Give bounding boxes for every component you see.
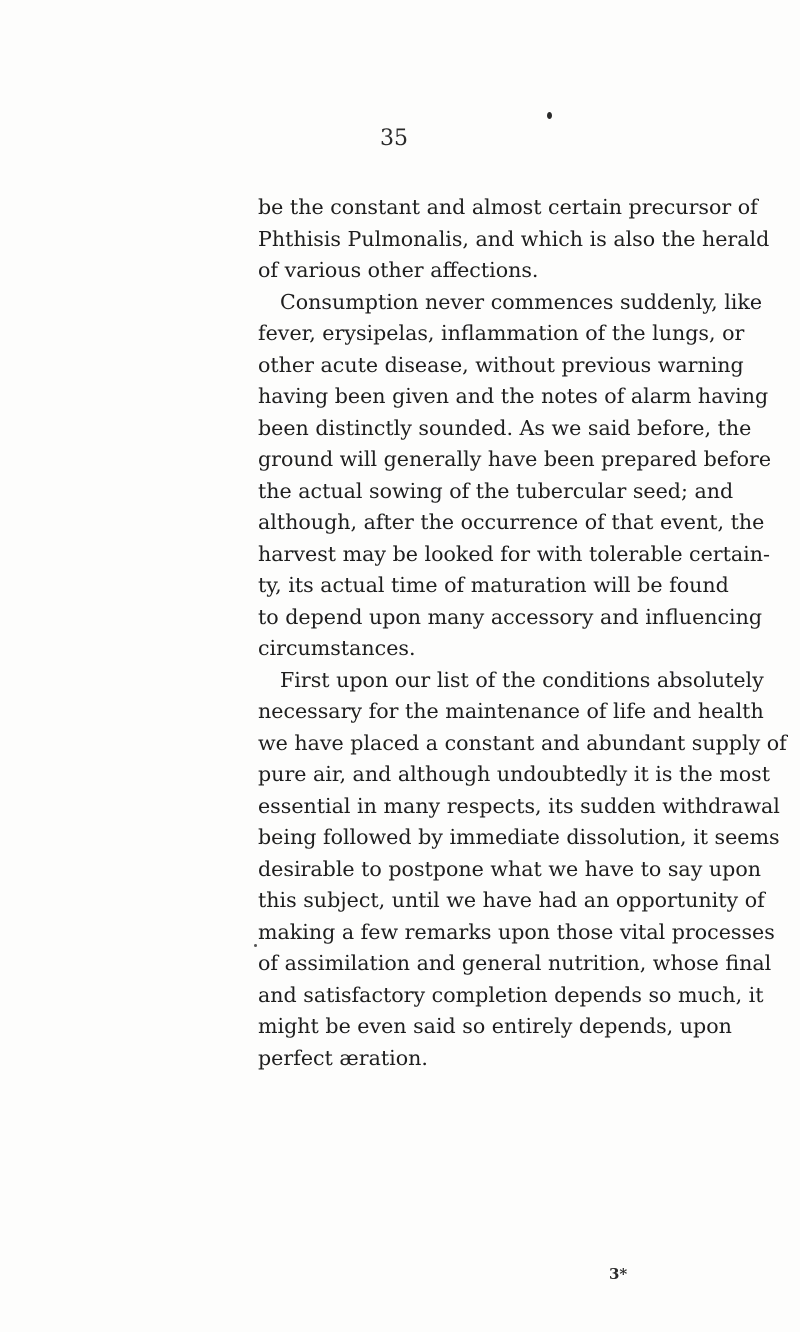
text-line: harvest may be looked for with tolerable certain- [258, 541, 770, 566]
text-line: of assimilation and general nutrition, whose final [258, 951, 772, 975]
text-line: perfect æration. [258, 1045, 428, 1070]
paragraph-start-line: First upon our list of the conditions absolutely [280, 667, 764, 692]
text-line: we have placed a constant and abundant supply of [258, 730, 787, 755]
ink-speck [547, 112, 552, 119]
text-line: other acute disease, without previous warning [258, 352, 744, 377]
text-line: of various other affections. [258, 258, 539, 282]
text-line: might be even said so entirely depends, upon [258, 1014, 732, 1038]
text-line: being followed by immediate dissolution, it seems [258, 825, 780, 849]
text-line: fever, erysipelas, inflammation of the lungs, or [258, 321, 745, 345]
text-line: pure air, and although undoubtedly it is the most [258, 762, 771, 786]
text-line: be the constant and almost certain precursor of [258, 195, 758, 219]
text-line: to depend upon many accessory and influencing [258, 604, 763, 629]
text-line: this subject, until we have had an opportunity of [258, 888, 765, 912]
text-line: circumstances. [258, 636, 416, 660]
body-text [258, 192, 787, 1074]
text-line: necessary for the maintenance of life and health [258, 699, 764, 723]
text-line: essential in many respects, its sudden withdrawal [258, 793, 780, 818]
paragraph-start-line: Consumption never commences suddenly, like [280, 289, 763, 314]
text-line: making a few remarks upon those vital processes [258, 919, 775, 944]
text-line: although, after the occurrence of that event, the [258, 510, 765, 534]
text-line: been distinctly sounded. As we said before, the [258, 415, 752, 440]
text-line: ground will generally have been prepared before [258, 447, 772, 471]
text-line: the actual sowing of the tubercular seed; and [258, 478, 734, 503]
text-line: and satisfactory completion depends so much, it [258, 982, 764, 1007]
text-line: Phthisis Pulmonalis, and which is also the herald [258, 226, 770, 251]
text-line: ty, its actual time of maturation will be found [258, 573, 729, 597]
margin-mark [254, 944, 257, 947]
text-line: desirable to postpone what we have to say upon [258, 856, 761, 881]
text-line: having been given and the notes of alarm having [258, 384, 769, 408]
signature-mark: 3* [609, 1265, 628, 1283]
page-number: 35 [380, 126, 408, 151]
